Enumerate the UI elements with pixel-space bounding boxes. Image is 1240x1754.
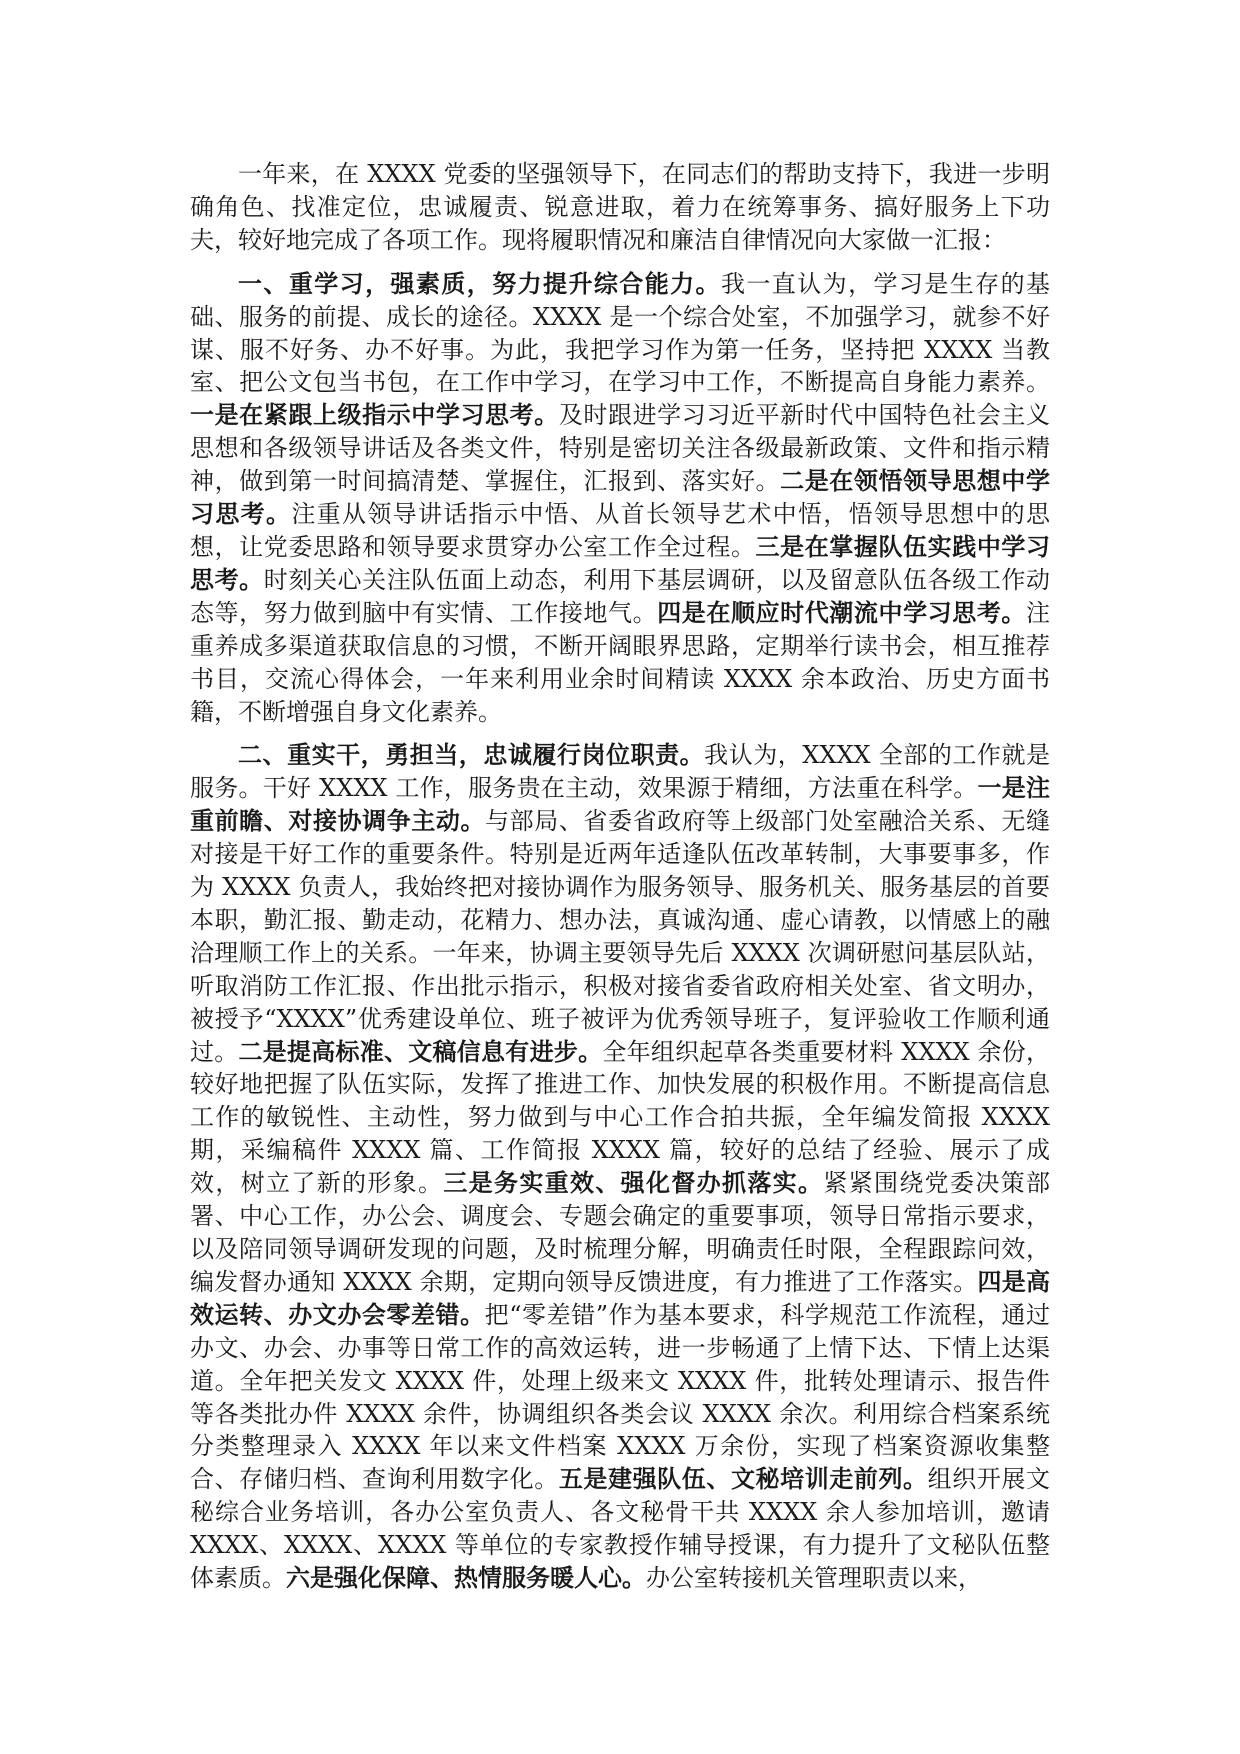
text-segment: 我认为，XXXX 全部的工作就是服务。干好 XXXX 工作，服务贵在主动，效果源于精细，方法重在科学。 (190, 741, 1051, 803)
text-segment: 时刻关心关注队伍面上动态，利用下基层调研，以及留意队伍各级工作动态等，努力做到脑中有实情、工作接地气。 (190, 565, 1050, 627)
point-heading: 三是务实重效、强化督办抓落实。 (443, 1169, 824, 1198)
point-heading: 五是建强队伍、文秘培训走前列。 (558, 1465, 928, 1494)
point-heading: 一是在紧跟上级指示中学习思考。 (190, 401, 559, 430)
point-heading: 二是提高标准、文稿信息有进步。 (238, 1037, 603, 1066)
text-segment: 紧紧围绕党委决策部署、中心工作，办公会、调度会、专题会确定的重要事项，领导日常指示要求，以及陪同领导调研发现的问题，及时梳理分解，明确责任时限，全程跟踪问效，编发督办通知 XXXX 余期，定期向领导反馈进度，有力推进了工作落实。 (190, 1169, 1051, 1296)
document-page (190, 158, 1050, 1606)
text-segment: 组织开展文秘综合业务培训，各办公室负责人、各文秘骨干共 XXXX 余人参加培训，邀请 XXXX、XXXX、XXXX 等单位的专家教授作辅导授课，有力提升了文秘队伍整体素质。 (190, 1465, 1051, 1593)
text-segment: 及时跟进学习习近平新时代中国特色社会主义思想和各级领导讲话及各类文件，特别是密切关注各级最新政策、文件和指示精神，做到第一时间搞清楚、掌握住，汇报到、落实好。 (190, 401, 1051, 496)
text-segment: 把“零差错”作为基本要求，科学规范工作流程，通过办文、办会、办事等日常工作的高效运转，进一步畅通了上情下达、下情上达渠道。全年把关发文 XXXX 件，处理上级来文 XXXX 件，批转处理请示、报告件等各类批办件 XXXX 余件，协调组织各类会议 XXXX 余次。利用综合档案系统分类整理录入 XXXX 年以来文件档案 XXXX 万余份，实现了档案资源收集整合、存储归档、查询利用数字化。 (190, 1300, 1050, 1494)
section-heading: 二、重实干，勇担当，忠诚履行岗位职责。 (238, 741, 705, 770)
paragraph-section-1 (190, 268, 1050, 729)
section-heading: 一、重学习，强素质，努力提升综合能力。 (238, 269, 721, 298)
point-heading: 二是在领悟领导思想中学习思考。 (190, 467, 1051, 529)
point-heading: 一是注重前瞻、对接协调争主动。 (190, 774, 1050, 836)
text-segment: 与部局、省委省政府等上级部门处室融洽关系、无缝对接是干好工作的重要条件。特别是近两年适逢队伍改革转制，大事要事多，作为 XXXX 负责人，我始终把对接协调作为服务领导、服务机关、服务基层的首要本职，勤汇报、勤走动，花精力、想办法，真诚沟通、虚心请教，以情感上的融洽理顺工作上的关系。一年来，协调主要领导先后 XXXX 次调研慰问基层队站，听取消防工作汇报、作出批示指示，积极对接省委省政府相关处室、省文明办，被授予“XXXX”优秀建设单位、班子被评为优秀领导班子，复评验收工作顺利通过。 (190, 807, 1051, 1066)
point-heading: 六是强化保障、热情服务暖人心。 (286, 1564, 646, 1593)
text-segment: 注重从领导讲话指示中悟、从首长领导艺术中悟，悟领导思想中的思想，让党委思路和领导要求贯穿办公室工作全过程。 (190, 500, 1051, 561)
paragraph-intro (190, 158, 1050, 257)
text-segment: 办公室转接机关管理职责以来， (646, 1564, 982, 1593)
point-heading: 四是高效运转、办文办会零差错。 (190, 1267, 1050, 1329)
text-segment: 我一直认为，学习是生存的基础、服务的前提、成长的途径。XXXX 是一个综合处室，不加强学习，就参不好谋、服不好务、办不好事。为此，我把学习作为第一任务，坚持把 XXXX 当教室、把公文包当书包，在工作中学习，在学习中工作，不断提高自身能力素养。 (190, 269, 1051, 397)
point-heading: 三是在掌握队伍实践中学习思考。 (190, 532, 1051, 594)
point-heading: 四是在顺应时代潮流中学习思考。 (657, 598, 1027, 627)
text-segment: 一年来，在 XXXX 党委的坚强领导下，在同志们的帮助支持下，我进一步明确角色、找准定位，忠诚履责、锐意进取，着力在统筹事务、搞好服务上下功夫，较好地完成了各项工作。现将履职情况和廉洁自律情况向大家做一汇报： (190, 160, 1050, 254)
paragraph-section-2 (190, 739, 1050, 1595)
text-segment: 注重养成多渠道获取信息的习惯，不断开阔眼界思路，定期举行读书会，相互推荐书目，交流心得体会，一年来利用业余时间精读 XXXX 余本政治、历史方面书籍，不断增强自身文化素养。 (190, 598, 1051, 726)
text-segment: 全年组织起草各类重要材料 XXXX 余份，较好地把握了队伍实际，发挥了推进工作、加快发展的积极作用。不断提高信息工作的敏锐性、主动性，努力做到与中心工作合拍共振，全年编发简报 XXXX 期，采编稿件 XXXX 篇、工作简报 XXXX 篇，较好的总结了经验、展示了成效，树立了新的形象。 (190, 1037, 1051, 1198)
